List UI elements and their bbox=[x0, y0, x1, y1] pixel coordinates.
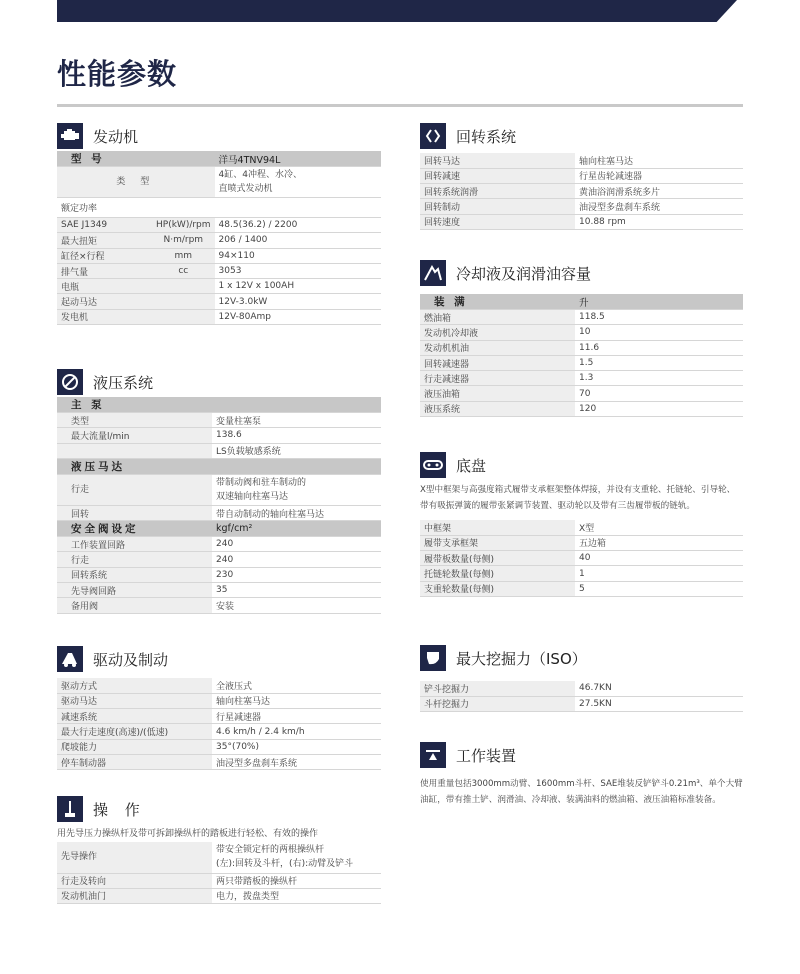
operation-note: 用先导压力操纵杆及带可拆卸操纵杆的踏板进行轻松、有效的操作 bbox=[57, 829, 319, 839]
engine-type-label: 类 型 bbox=[57, 167, 215, 198]
coolant-header-label: 装 满 bbox=[420, 294, 575, 310]
table-row: 爬坡能力 35°(70%) bbox=[57, 739, 381, 754]
table-row: 铲斗挖掘力 46.7KN bbox=[420, 681, 743, 696]
table-row: 中框架 X型 bbox=[420, 520, 743, 535]
rated-power-label: 额定功率 bbox=[57, 198, 381, 218]
joystick-icon bbox=[57, 796, 83, 822]
hydraulic-pump-icon bbox=[57, 369, 83, 395]
table-row: 备用阀 安装 bbox=[57, 598, 381, 613]
drive-table bbox=[57, 678, 381, 770]
equipment-section bbox=[420, 742, 743, 814]
table-row: 先导操作 带安全锁定杆的两根操纵杆 (左):回转及斗杆，(右):动臂及铲斗 bbox=[57, 842, 381, 873]
swing-table bbox=[420, 153, 743, 230]
table-row: 排气量 cc 3053 bbox=[57, 263, 381, 278]
engine-title: 发动机 bbox=[93, 127, 139, 146]
table-row: 回转减速器 1.5 bbox=[420, 355, 743, 370]
table-row: 行走 带制动阀和驻车制动的 双速轴向柱塞马达 bbox=[57, 474, 381, 505]
swing-icon bbox=[420, 123, 446, 149]
undercarriage-section bbox=[420, 452, 743, 597]
table-row: 发动机机油 11.6 bbox=[420, 340, 743, 355]
engine-type-value: 4缸、4冲程、水冷、 直喷式发动机 bbox=[215, 167, 381, 198]
table-row: 斗杆挖掘力 27.5KN bbox=[420, 696, 743, 711]
title-divider bbox=[57, 104, 743, 107]
engine-icon bbox=[57, 123, 83, 149]
track-icon bbox=[420, 452, 446, 478]
engine-section bbox=[57, 123, 381, 325]
table-row: 履带支承框架 五边箱 bbox=[420, 535, 743, 550]
table-row: 行走减速器 1.3 bbox=[420, 371, 743, 386]
table-row: 发动机油门 电力，拨盘类型 bbox=[57, 888, 381, 903]
table-row: 起动马达 12V-3.0kW bbox=[57, 294, 381, 309]
engine-header-value: 洋马4TNV94L bbox=[215, 151, 381, 167]
table-row: 液压系统 120 bbox=[420, 401, 743, 416]
equipment-icon bbox=[420, 742, 446, 768]
table-row: 停车制动器 油浸型多盘刹车系统 bbox=[57, 754, 381, 769]
table-row: 类型 变量柱塞泵 bbox=[57, 413, 381, 428]
drive-title: 驱动及制动 bbox=[93, 650, 169, 669]
drive-section bbox=[57, 646, 381, 770]
table-row: 行走及转向 两只带踏板的操纵杆 bbox=[57, 873, 381, 888]
table-row: 驱动方式 全液压式 bbox=[57, 678, 381, 693]
swing-title: 回转系统 bbox=[456, 127, 517, 146]
table-row: 回转减速 行星齿轮减速器 bbox=[420, 168, 743, 183]
undercarriage-title: 底盘 bbox=[456, 456, 487, 475]
operation-table bbox=[57, 842, 381, 904]
table-row: LS负载敏感系统 bbox=[57, 443, 381, 458]
coolant-table bbox=[420, 294, 743, 417]
engine-header-label: 型 号 bbox=[57, 151, 215, 167]
table-row: 托链轮数量(每侧) 1 bbox=[420, 566, 743, 581]
drive-icon bbox=[57, 646, 83, 672]
hydraulic-table bbox=[57, 397, 381, 614]
coolant-section bbox=[420, 260, 743, 417]
table-row: 回转速度 10.88 rpm bbox=[420, 214, 743, 229]
table-row: 缸径×行程 mm 94×110 bbox=[57, 248, 381, 263]
table-row: SAE J1349 HP(kW)/rpm 48.5(36.2) / 2200 bbox=[57, 218, 381, 233]
digging-table bbox=[420, 681, 743, 712]
engine-table bbox=[57, 151, 381, 325]
page-title: 性能参数 bbox=[57, 57, 178, 91]
table-row: 回转系统润滑 黄油浴润滑系统多片 bbox=[420, 184, 743, 199]
operation-title: 操 作 bbox=[93, 800, 146, 819]
table-row: 回转 带自动制动的轴向柱塞马达 bbox=[57, 505, 381, 520]
table-row: 最大扭矩 N·m/rpm 206 / 1400 bbox=[57, 233, 381, 248]
table-row: 电瓶 1 x 12V x 100AH bbox=[57, 279, 381, 294]
undercarriage-table bbox=[420, 520, 743, 597]
table-row: 发动机冷却液 10 bbox=[420, 325, 743, 340]
coolant-title: 冷却液及润滑油容量 bbox=[456, 264, 592, 283]
hydraulic-title: 液压系统 bbox=[93, 373, 154, 392]
table-row: 最大行走速度(高速)/(低速) 4.6 km/h / 2.4 km/h bbox=[57, 724, 381, 739]
table-row: 支重轮数量(每侧) 5 bbox=[420, 581, 743, 596]
table-row: 工作装置回路 240 bbox=[57, 537, 381, 552]
table-row: 履带板数量(每侧) 40 bbox=[420, 551, 743, 566]
table-row: 驱动马达 轴向柱塞马达 bbox=[57, 693, 381, 708]
table-row: 回转制动 油浸型多盘刹车系统 bbox=[420, 199, 743, 214]
coolant-header-value: 升 bbox=[575, 294, 743, 310]
hydraulic-section bbox=[57, 369, 381, 614]
table-row: 燃油箱 118.5 bbox=[420, 310, 743, 325]
top-banner bbox=[57, 0, 737, 22]
table-row: 减速系统 行星减速器 bbox=[57, 709, 381, 724]
motor-header: 液压马达 bbox=[57, 458, 381, 474]
table-row: 最大流量l/min 138.6 bbox=[57, 428, 381, 443]
relief-header: 安全阀设定 bbox=[57, 521, 212, 537]
undercarriage-desc: X型中框架与高强度箱式履带支承框架整体焊接，并设有支重轮、托链轮、引导轮、带有吸振弹簧的履带张紧调节装置、驱动轮以及带有三齿履带板的链轨。 bbox=[420, 485, 736, 511]
table-row: 先导阀回路 35 bbox=[57, 583, 381, 598]
pump-header: 主 泵 bbox=[57, 397, 381, 413]
table-row: 回转系统 230 bbox=[57, 567, 381, 582]
relief-unit: kgf/cm² bbox=[212, 521, 381, 537]
swing-section bbox=[420, 123, 743, 230]
table-row: 回转马达 轴向柱塞马达 bbox=[420, 153, 743, 168]
equipment-desc: 使用重量包括3000mm动臂、1600mm斗杆、SAE堆装反铲铲斗0.21m³、单个大臂油缸，带有推土铲、润滑油、冷却液、装满油料的燃油箱、液压油箱标准装备。 bbox=[420, 779, 743, 805]
coolant-icon bbox=[420, 260, 446, 286]
table-row: 液压油箱 70 bbox=[420, 386, 743, 401]
bucket-icon bbox=[420, 645, 446, 671]
table-row: 发电机 12V-80Amp bbox=[57, 309, 381, 324]
digging-title: 最大挖掘力（ISO） bbox=[456, 649, 587, 668]
equipment-title: 工作装置 bbox=[456, 746, 517, 765]
digging-section bbox=[420, 645, 743, 712]
table-row: 行走 240 bbox=[57, 552, 381, 567]
operation-section bbox=[57, 796, 381, 904]
